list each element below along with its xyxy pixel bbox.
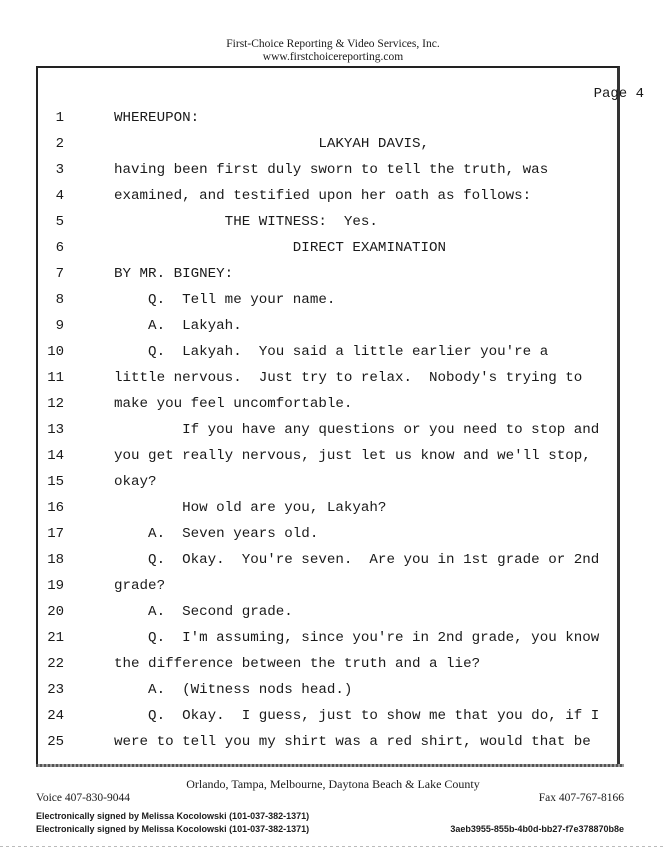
line-text: DIRECT EXAMINATION <box>114 240 447 256</box>
line-text: A. Second grade. <box>114 604 293 620</box>
transcript-line <box>0 678 666 704</box>
line-text: WHEREUPON: <box>114 110 200 126</box>
line-number: 14 <box>47 448 64 464</box>
frame-bottom-border <box>36 764 624 767</box>
transcript-line <box>0 340 666 366</box>
transcript-line <box>0 106 666 132</box>
line-number: 20 <box>47 604 64 620</box>
transcript-line <box>0 730 666 756</box>
transcript-line <box>0 574 666 600</box>
line-number: 2 <box>55 136 64 152</box>
transcript-line <box>0 704 666 730</box>
transcript-line <box>0 132 666 158</box>
footer-fax: Fax 407-767-8166 <box>538 792 624 804</box>
line-text: Q. I'm assuming, since you're in 2nd grade, you know <box>114 630 600 646</box>
line-text: examined, and testified upon her oath as follows: <box>114 188 532 204</box>
line-number: 15 <box>47 474 64 490</box>
transcript-line <box>0 548 666 574</box>
line-text: If you have any questions or you need to stop and <box>114 422 600 438</box>
transcript-line <box>0 600 666 626</box>
line-number: 11 <box>47 370 64 386</box>
line-number: 1 <box>55 110 64 126</box>
transcript-line <box>0 158 666 184</box>
signature-line-1: Electronically signed by Melissa Kocolowski (101-037-382-1371) <box>36 811 310 821</box>
line-number: 7 <box>55 266 64 282</box>
transcript-line <box>0 418 666 444</box>
line-text: okay? <box>114 474 157 490</box>
line-text: Q. Okay. You're seven. Are you in 1st grade or 2nd <box>114 552 600 568</box>
line-text: A. (Witness nods head.) <box>114 682 353 698</box>
line-text: A. Lakyah. <box>114 318 242 334</box>
line-text: you get really nervous, just let us know and we'll stop, <box>114 448 591 464</box>
line-text: THE WITNESS: Yes. <box>114 214 378 230</box>
line-number: 9 <box>55 318 64 334</box>
line-number: 6 <box>55 240 64 256</box>
line-text: grade? <box>114 578 166 594</box>
line-number: 4 <box>55 188 64 204</box>
line-number: 8 <box>55 292 64 308</box>
line-number: 10 <box>47 344 64 360</box>
transcript-line <box>0 366 666 392</box>
line-text: make you feel uncomfortable. <box>114 396 353 412</box>
transcript-line <box>0 288 666 314</box>
line-text: BY MR. BIGNEY: <box>114 266 234 282</box>
transcript-line <box>0 496 666 522</box>
footer-voice: Voice 407-830-9044 <box>36 792 131 804</box>
transcript-line <box>0 210 666 236</box>
line-text: the difference between the truth and a lie? <box>114 656 481 672</box>
line-text: How old are you, Lakyah? <box>114 500 387 516</box>
footer-locations: Orlando, Tampa, Melbourne, Daytona Beach & Lake County <box>186 777 480 791</box>
line-text: Q. Lakyah. You said a little earlier you're a <box>114 344 549 360</box>
line-number: 13 <box>47 422 64 438</box>
company-website: www.firstchoicereporting.com <box>262 51 404 63</box>
line-number: 3 <box>55 162 64 178</box>
line-text: A. Seven years old. <box>114 526 319 542</box>
transcript-line <box>0 652 666 678</box>
line-text: having been first duly sworn to tell the truth, was <box>114 162 549 178</box>
page-cut-line <box>0 846 666 847</box>
line-text: were to tell you my shirt was a red shirt, would that be <box>114 734 591 750</box>
line-text: LAKYAH DAVIS, <box>114 136 430 152</box>
transcript-line <box>0 262 666 288</box>
transcript-line <box>0 626 666 652</box>
line-number: 5 <box>55 214 64 230</box>
line-number: 24 <box>47 708 64 724</box>
transcript-line <box>0 314 666 340</box>
line-text: little nervous. Just try to relax. Nobody's trying to <box>114 370 583 386</box>
page-number: Page 4 <box>593 86 644 102</box>
transcript-line <box>0 392 666 418</box>
line-number: 19 <box>47 578 64 594</box>
line-number: 16 <box>47 500 64 516</box>
transcript-lines <box>0 106 666 756</box>
line-number: 12 <box>47 396 64 412</box>
transcript-line <box>0 184 666 210</box>
transcript-line <box>0 522 666 548</box>
line-number: 22 <box>47 656 64 672</box>
transcript-line <box>0 470 666 496</box>
line-number: 18 <box>47 552 64 568</box>
transcript-line <box>0 236 666 262</box>
line-number: 21 <box>47 630 64 646</box>
line-text: Q. Okay. I guess, just to show me that you do, if I <box>114 708 600 724</box>
line-number: 17 <box>47 526 64 542</box>
page-header <box>0 38 666 64</box>
line-number: 25 <box>47 734 64 750</box>
signature-line-2: Electronically signed by Melissa Kocolowski (101-037-382-1371) <box>36 824 310 834</box>
line-text: Q. Tell me your name. <box>114 292 336 308</box>
transcript-line <box>0 444 666 470</box>
line-number: 23 <box>47 682 64 698</box>
document-hash: 3aeb3955-855b-4b0d-bb27-f7e378870b8e <box>450 824 624 834</box>
company-name: First-Choice Reporting & Video Services, Inc. <box>226 38 440 50</box>
